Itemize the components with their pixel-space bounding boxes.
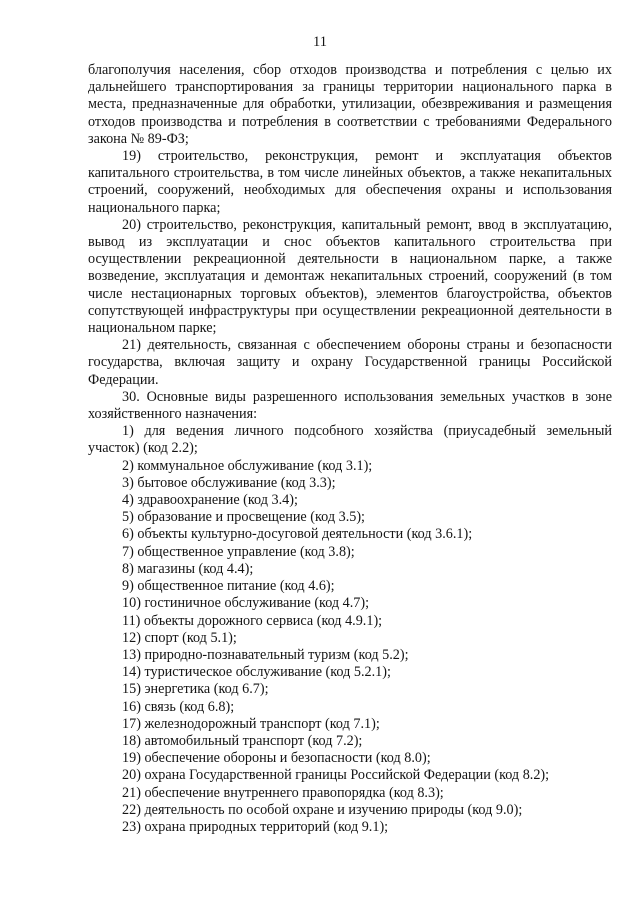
list-item: 3) бытовое обслуживание (код 3.3); xyxy=(122,474,336,491)
list-item: 20) охрана Государственной границы Российской Федерации (код 8.2); xyxy=(122,767,550,784)
paragraph-item-21: 21) деятельность, связанная с обеспечением обороны страны и безопасности государства, включая защиту и охрану Государственной границы Российской Федерации. xyxy=(88,337,612,388)
list-item: 14) туристическое обслуживание (код 5.2.1); xyxy=(122,664,391,681)
list-item: 18) автомобильный транспорт (код 7.2); xyxy=(122,732,363,749)
list-item: 19) обеспечение обороны и безопасности (код 8.0); xyxy=(122,750,431,767)
list-item: 15) энергетика (код 6.7); xyxy=(122,681,269,698)
document-body xyxy=(88,62,612,836)
list-item: 13) природно-познавательный туризм (код 5.2); xyxy=(122,646,409,663)
list-item: 21) обеспечение внутреннего правопорядка (код 8.3); xyxy=(122,784,444,801)
land-use-list xyxy=(88,423,612,836)
list-item: 23) охрана природных территорий (код 9.1); xyxy=(122,818,389,835)
list-item: 8) магазины (код 4.4); xyxy=(122,560,254,577)
list-item: 22) деятельность по особой охране и изучению природы (код 9.0); xyxy=(122,801,523,818)
paragraph-item-20: 20) строительство, реконструкция, капитальный ремонт, ввод в эксплуатацию, вывод из эксплуатации и снос объектов капитального строительства при осуществлении рекреационной деятельности в национальном парке, а также возведение, эксплуатация и демонтаж некапитальных строений, сооружений (в том числе нестационарных торговых объектов), элементов благоустройства, объектов сопутствующей инфраструктуры при осуществлении рекреационной деятельности в национальном парке; xyxy=(88,216,612,337)
list-item: 9) общественное питание (код 4.6); xyxy=(122,578,335,595)
list-item: 2) коммунальное обслуживание (код 3.1); xyxy=(122,457,373,474)
list-item: 4) здравоохранение (код 3.4); xyxy=(122,492,298,509)
paragraph-intro: благополучия населения, сбор отходов производства и потребления с целью их дальнейшего транспортирования за границы территории национального парка в места, предназначенные для обработки, утилизации, обезвреживания и размещения отходов производства и потребления в соответствии с требованиями Федерального закона № 89-ФЗ; xyxy=(88,62,612,147)
list-item: 12) спорт (код 5.1); xyxy=(122,629,237,646)
paragraph-item-19: 19) строительство, реконструкция, ремонт и эксплуатация объектов капитального строительства, в том числе линейных объектов, а также некапитальных строений, сооружений, необходимых для обеспечения охраны и использования национального парка; xyxy=(88,148,612,216)
list-item: 17) железнодорожный транспорт (код 7.1); xyxy=(122,715,380,732)
list-item: 7) общественное управление (код 3.8); xyxy=(122,543,355,560)
list-item: 5) образование и просвещение (код 3.5); xyxy=(122,509,366,526)
list-item: 10) гостиничное обслуживание (код 4.7); xyxy=(122,595,370,612)
paragraph-section-30: 30. Основные виды разрешенного использования земельных участков в зоне хозяйственного назначения: xyxy=(88,388,612,423)
list-item: 1) для ведения личного подсобного хозяйства (приусадебный земельный участок) (код 2.2); xyxy=(88,423,612,457)
page-number: 11 xyxy=(313,34,327,50)
list-item: 11) объекты дорожного сервиса (код 4.9.1); xyxy=(122,612,383,629)
list-item: 16) связь (код 6.8); xyxy=(122,698,235,715)
list-item: 6) объекты культурно-досуговой деятельности (код 3.6.1); xyxy=(122,526,473,543)
